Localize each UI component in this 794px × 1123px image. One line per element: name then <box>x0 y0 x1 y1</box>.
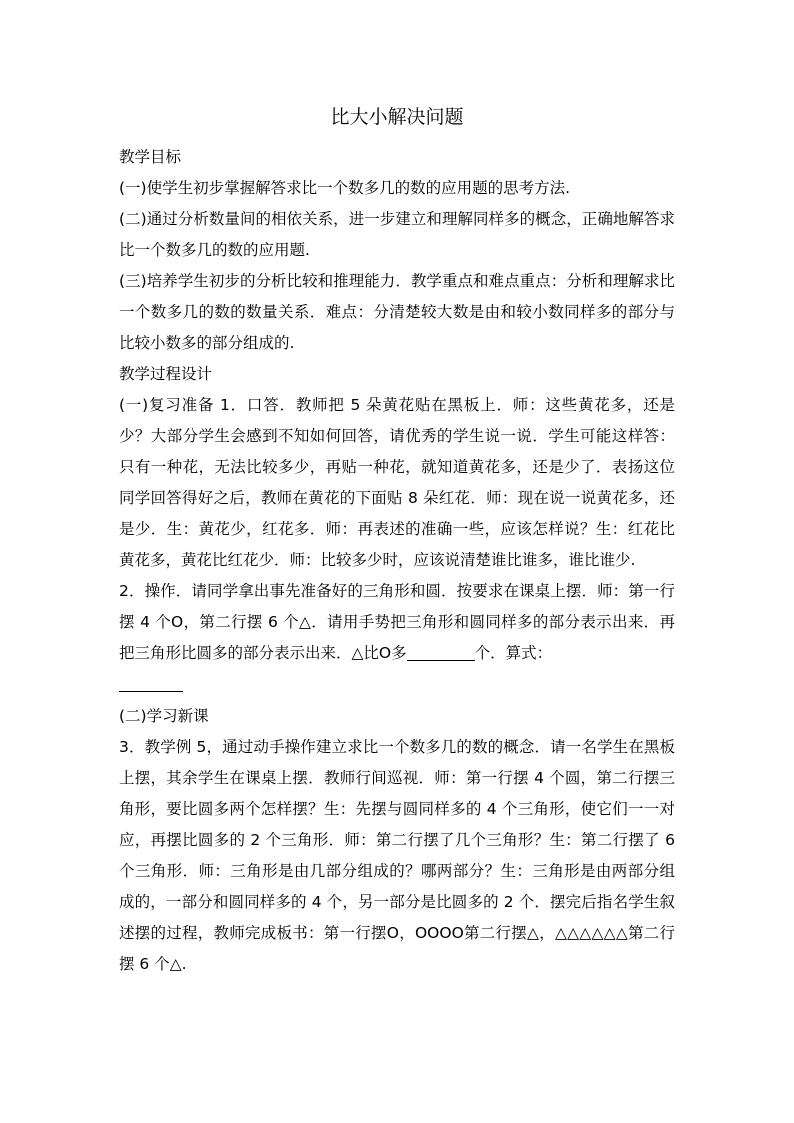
operation-paragraph <box>119 576 675 669</box>
heading-new-lesson: (二)学习新课 <box>119 707 209 725</box>
formula-blank <box>119 669 183 692</box>
document-body <box>119 142 675 980</box>
heading-teaching-goals: 教学目标 <box>119 148 182 166</box>
heading-teaching-process: 教学过程设计 <box>119 365 213 383</box>
operation-text-part2: 个．算式： <box>474 644 553 662</box>
goal-3: (三)培养学生初步的分析比较和推理能力．教学重点和难点重点：分析和理解求比一个数多几的数的数量关系．难点：分清楚较大数是由和较小数同样多的部分与比较小数多的部分组成的. <box>119 272 675 352</box>
document-title: 比大小解决问题 <box>330 106 464 128</box>
review-paragraph: (一)复习准备 1．口答．教师把 5 朵黄花贴在黑板上．师：这些黄花多，还是少？大部分学生会感到不知如何回答，请优秀的学生说一说．学生可能这样答：只有一种花，无法比较多少，再贴一种花，就知道黄花多，还是少了．表扬这位同学回答得好之后，教师在黄花的下面贴 8 朵红花．师：现在说一说黄花多，还是少．生：黄花少，红花多．师：再表述的准确一些，应该怎样说？生：红花比黄花多，黄花比红花少．师：比较多少时，应该说清楚谁比谁多，谁比谁少. <box>119 396 675 569</box>
goal-2: (二)通过分析数量间的相依关系，进一步建立和理解同样多的概念，正确地解答求比一个数多几的数的应用题. <box>119 210 675 259</box>
goal-1: (一)使学生初步掌握解答求比一个数多几的数的应用题的思考方法. <box>119 179 571 197</box>
answer-blank <box>407 645 475 662</box>
example-paragraph: 3．教学例 5，通过动手操作建立求比一个数多几的数的概念．请一名学生在黑板上摆，其余学生在课桌上摆．教师行间巡视．师：第一行摆 4 个圆，第二行摆三角形，要比圆多两个怎样摆？生：先摆与圆同样多的 4 个三角形，使它们一一对应，再摆比圆多的 2 个三角形．师：第二行摆了几个三角形？生：第二行摆了 6 个三角形．师：三角形是由几部分组成的？哪两部分？生：三角形是由两部分组成的，一部分和圆同样多的 4 个，另一部分是比圆多的 2 个．摆完后指名学生叙述摆的过程，教师完成板书：第一行摆O，OOOO第二行摆△，△△△△△△第二行摆 6 个△. <box>119 738 675 973</box>
operation-text-part1: 2．操作．请同学拿出事先准备好的三角形和圆．按要求在课桌上摆．师：第一行摆 4 个O，第二行摆 6 个△．请用手势把三角形和圆同样多的部分表示出来．再把三角形比圆多的部分表示出来．△比O多 <box>119 582 675 662</box>
